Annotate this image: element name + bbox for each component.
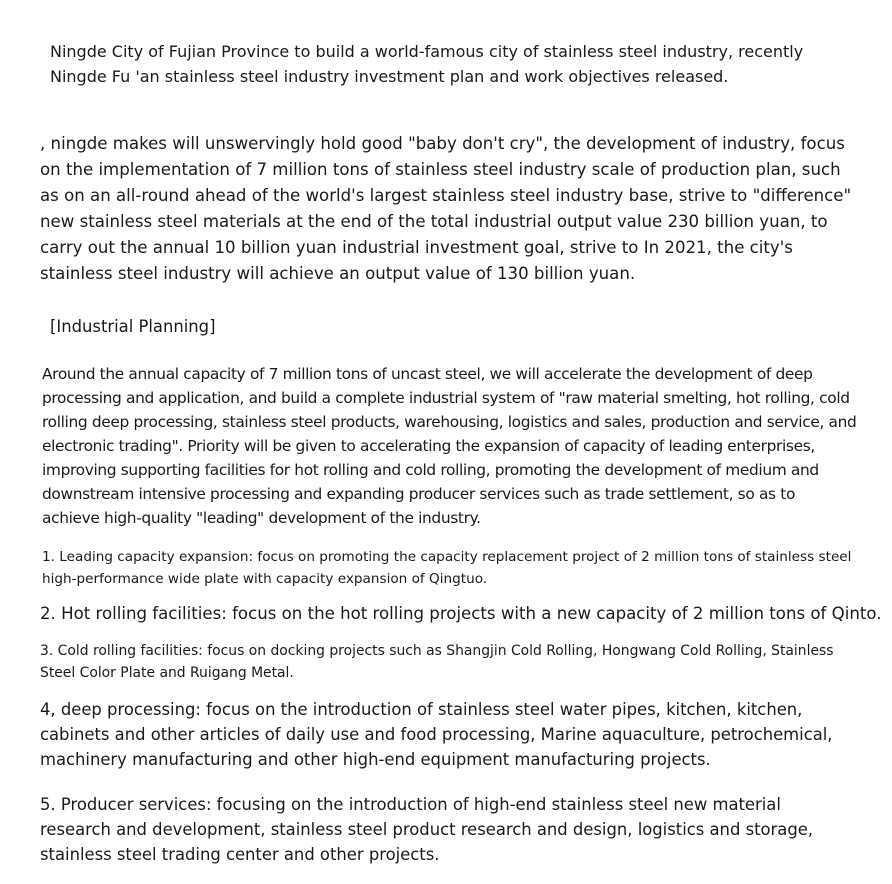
list-item-deep-processing: 4, deep processing: focus on the introduction of stainless steel water pipes, kitchen, kitchen, cabinets and other articles of daily use and food processing, Marine aquaculture, petrochemical, machinery manufacturing and other high-end equipment manufacturing projects. <box>40 700 833 769</box>
list-item-producer-services: 5. Producer services: focusing on the introduction of high-end stainless steel new material research and development, stainless steel product research and design, logistics and storage, stainless steel trading center and other projects. <box>40 795 814 864</box>
intro-paragraph: Ningde City of Fujian Province to build a world-famous city of stainless steel industry, recently Ningde Fu 'an stainless steel industry investment plan and work objectives released. <box>50 42 804 86</box>
planning-paragraph: Around the annual capacity of 7 million tons of uncast steel, we will accelerate the development of deep processing and application, and build a complete industrial system of "raw material smelting, hot rolling, cold rolling deep processing, stainless steel products, warehousing, logistics and sales, production and service, and electronic trading". Priority will be given to accelerating the expansion of capacity of leading enterprises, improving supporting facilities for hot rolling and cold rolling, promoting the development of medium and downstream intensive processing and expanding producer services such as trade settlement, so as to achieve high-quality "leading" development of the industry. <box>42 365 857 527</box>
list-item-hot-rolling: 2. Hot rolling facilities: focus on the hot rolling projects with a new capacity of 2 million tons of Qinto. <box>40 604 882 623</box>
list-item-leading-capacity: 1. Leading capacity expansion: focus on promoting the capacity replacement project of 2 million tons of stainless steel high-performance wide plate with capacity expansion of Qingtuo. <box>42 549 852 587</box>
section-heading: [Industrial Planning] <box>50 317 216 336</box>
summary-paragraph: , ningde makes will unswervingly hold good "baby don't cry", the development of industry, focus on the implementation of 7 million tons of stainless steel industry scale of production plan, such as on an all-round ahead of the world's largest stainless steel industry base, strive to "difference" new stainless steel materials at the end of the total industrial output value 230 billion yuan, to carry out the annual 10 billion yuan industrial investment goal, strive to In 2021, the city's stainless steel industry will achieve an output value of 130 billion yuan. <box>40 134 852 283</box>
list-item-cold-rolling: 3. Cold rolling facilities: focus on docking projects such as Shangjin Cold Rolling, Hongwang Cold Rolling, Stainless Steel Color Plate and Ruigang Metal. <box>40 643 834 681</box>
